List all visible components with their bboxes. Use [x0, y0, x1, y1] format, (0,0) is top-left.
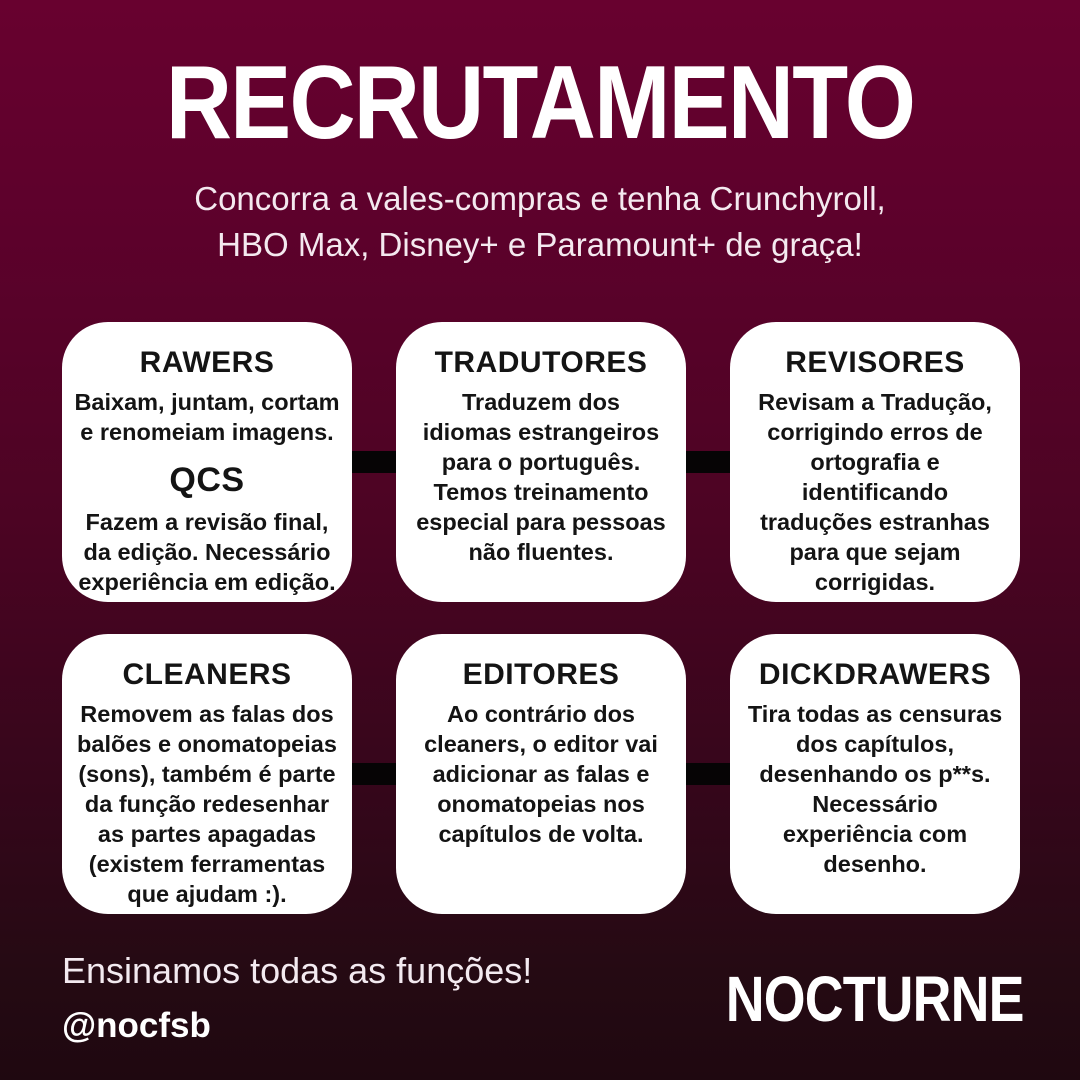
card-dickdrawers-heading: DICKDRAWERS [758, 658, 992, 691]
card-rawers-heading: RAWERS [139, 346, 275, 379]
card-qcs-heading: QCS [169, 461, 245, 499]
card-editores-body: Ao contrário dos cleaners, o editor vai adicionar as falas e onomatopeias nos capítulos de volta. [424, 701, 658, 847]
card-qcs-body: Fazem a revisão final, da edição. Necessário experiência em edição. [78, 509, 336, 595]
card-cleaners [62, 634, 352, 914]
card-tradutores-body: Traduzem dos idiomas estrangeiros para o português. Temos treinamento especial para pessoas não fluentes. [416, 389, 666, 565]
poster-title: RECRUTAMENTO [165, 45, 915, 161]
card-rawers [62, 322, 352, 602]
card-dickdrawers-body: Tira todas as censuras dos capítulos, desenhando os p**s. Necessário experiência com desenho. [747, 701, 1003, 877]
card-tradutores [396, 322, 686, 602]
card-revisores-body: Revisam a Tradução, corrigindo erros de ortografia e identificando traduções estranhas para que sejam corrigidas. [758, 389, 992, 595]
card-cleaners-heading: CLEANERS [122, 658, 292, 691]
teach-line: Ensinamos todas as funções! [62, 950, 533, 991]
social-handle: @nocfsb [62, 1006, 211, 1045]
brand-logo: NOCTURNE [726, 963, 1024, 1035]
roles-row-2 [62, 634, 1020, 914]
card-tradutores-heading: TRADUTORES [434, 346, 648, 379]
card-editores-heading: EDITORES [462, 658, 620, 691]
subtitle-line-1: Concorra a vales-compras e tenha Crunchyroll, [194, 180, 886, 217]
card-cleaners-body: Removem as falas dos balões e onomatopeias (sons), também é parte da função redesenhar as partes apagadas (existem ferramentas que ajudam :). [77, 701, 337, 907]
card-revisores-heading: REVISORES [785, 346, 965, 379]
card-rawers-body: Baixam, juntam, cortam e renomeiam imagens. [74, 389, 340, 445]
roles-row-1 [62, 322, 1020, 602]
card-editores [396, 634, 686, 914]
poster-subtitle [0, 176, 1080, 268]
card-revisores [730, 322, 1020, 602]
subtitle-line-2: HBO Max, Disney+ e Paramount+ de graça! [217, 226, 863, 263]
roles-grid [62, 322, 1020, 914]
card-dickdrawers [730, 634, 1020, 914]
